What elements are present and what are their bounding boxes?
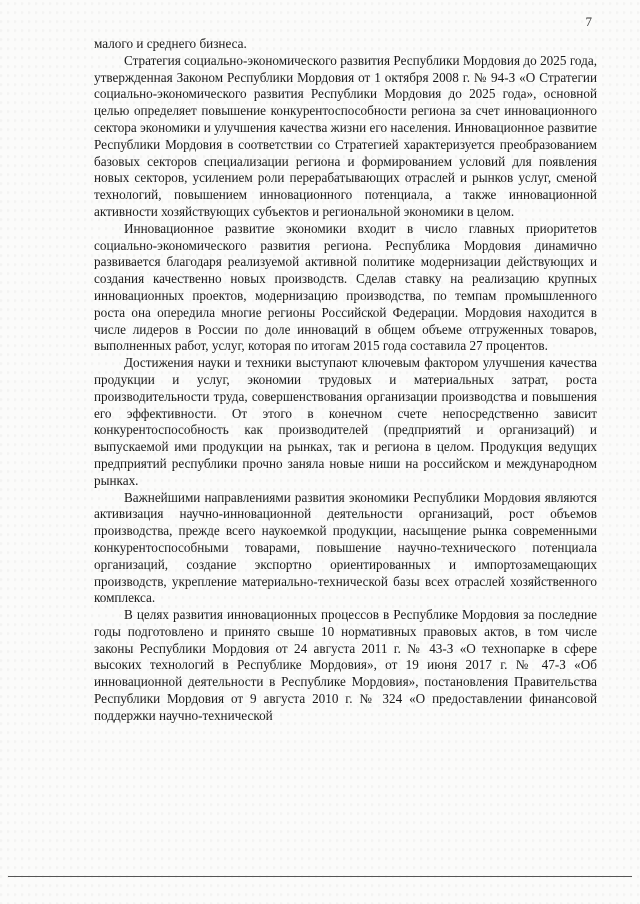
paragraph-strategy: Стратегия социально-экономического развития Республики Мордовия до 2025 года, утвержденная Законом Республики Мордовия от 1 октября 2008 г. № 94-З «О Стратегии социально-экономического развития Республики Мордовия до 2025 года», основной целью определяет повышение конкурентоспособности региона за счет инновационного сектора экономики и улучшения качества жизни его населения. Инновационное развитие Республики Мордовия в соответствии со Стратегией характеризуется преобразованием базовых секторов специализации региона и формированием условий для появления новых секторов, усилением роли перерабатывающих отраслей и рынков услуг, сменой технологий, повышением инновационного потенциала, а также инновационной активности хозяйствующих субъектов и региональной экономики в целом. <box>94 52 597 219</box>
paragraph-innovation-priority: Инновационное развитие экономики входит в число главных приоритетов социально-экономического развития региона. Республика Мордовия динамично развивается благодаря реализуемой активной политике модернизации действующих и создания качественно новых производств. Сделав ставку на реализацию крупных инновационных проектов, модернизацию производства, по темпам промышленного роста она опередила многие регионы Российской Федерации. Мордовия находится в числе лидеров в России по доле инноваций в общем объеме отгруженных товаров, выполненных работ, услуг, которая по итогам 2015 года составила 27 процентов. <box>94 220 597 354</box>
bottom-divider <box>8 876 632 877</box>
paragraph-legal-acts: В целях развития инновационных процессов в Республике Мордовия за последние годы подготовлено и принято свыше 10 нормативных правовых актов, в том числе законы Республики Мордовия от 24 августа 2011 г. № 43-З «О технопарке в сфере высоких технологий в Республике Мордовия», от 19 июня 2017 г. № 47-З «Об инновационной деятельности в Республике Мордовия», постановления Правительства Республики Мордовия от 9 августа 2010 г. № 324 «О предоставлении финансовой поддержки научно-технической <box>94 607 597 723</box>
paragraph-science-achievements: Достижения науки и техники выступают ключевым фактором улучшения качества продукции и услуг, экономии трудовых и материальных затрат, роста производительности труда, совершенствования организации производства и повышения его эффективности. От этого в конечном счете непосредственно зависит конкурентоспособность как производителей (предприятий и организаций) и выпускаемой ими продукции на рынках, так и региона в целом. Продукция ведущих предприятий республики прочно заняла новые ниши на российском и международном рынках. <box>94 355 597 488</box>
paragraph-continuation: малого и среднего бизнеса. <box>94 36 247 51</box>
paragraph-development-directions: Важнейшими направлениями развития экономики Республики Мордовия являются активизация научно-инновационной деятельности организаций, рост объемов производства, прежде всего наукоемкой продукции, насыщение рынка современными конкурентоспособными товарами, повышение научно-технического потенциала организаций, создание экспортно ориентированных и импортозамещающих производств, укрепление материально-технической базы всех отраслей хозяйственного комплекса. <box>94 489 597 606</box>
document-body <box>94 36 597 725</box>
page-number: 7 <box>585 14 592 29</box>
